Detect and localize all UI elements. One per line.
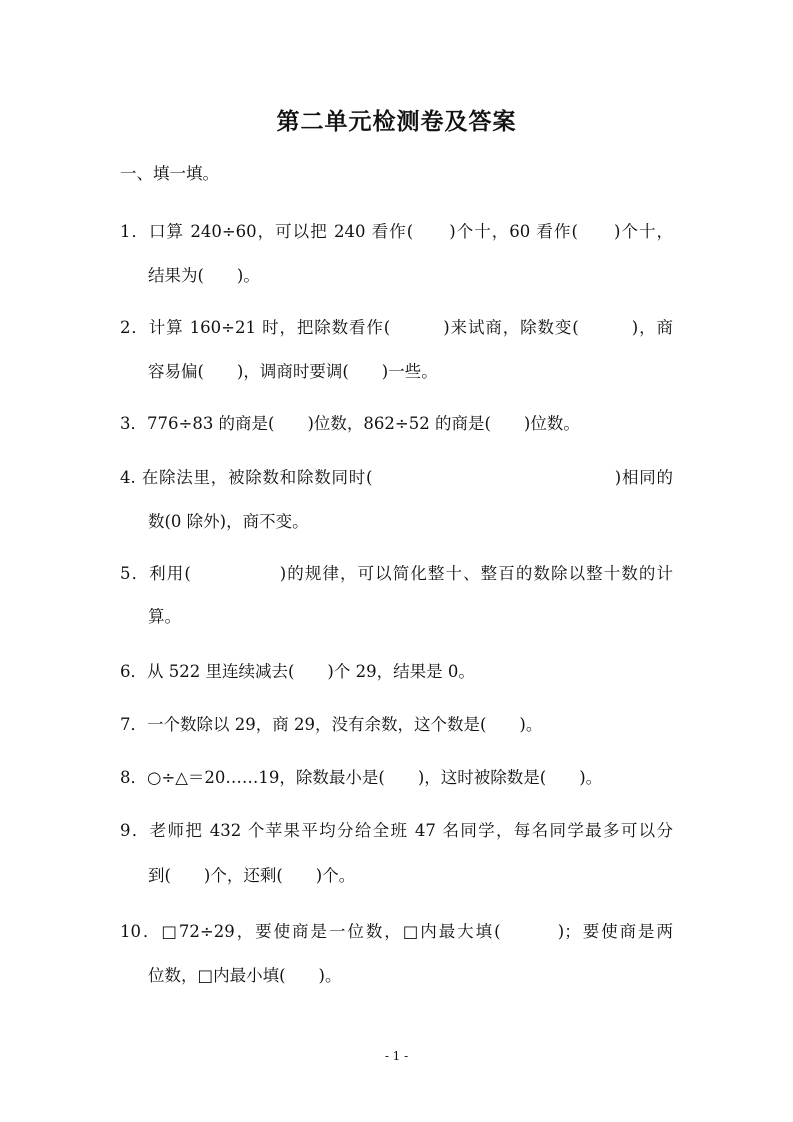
question-6-line-1: 6．从 522 里连续减去( )个 29，结果是 0。 xyxy=(120,662,475,681)
question-3-line-1: 3．776÷83 的商是( )位数，862÷52 的商是( )位数。 xyxy=(120,414,580,433)
question-9-line-1: 9．老师把 432 个苹果平均分给全班 47 名同学，每名同学最多可以分 xyxy=(120,821,673,840)
page-number: - 1 - xyxy=(384,1049,409,1063)
question-8-line-1: 8．○÷△＝20……19，除数最小是( )，这时被除数是( )。 xyxy=(120,768,603,787)
question-10-line-2: 位数，□内最小填( )。 xyxy=(148,966,342,985)
question-7-line-1: 7．一个数除以 29，商 29，没有余数，这个数是( )。 xyxy=(120,715,543,734)
question-5-line-2: 算。 xyxy=(148,607,181,626)
question-1-line-2: 结果为( )。 xyxy=(148,266,260,285)
page-title: 第二单元检测卷及答案 xyxy=(276,109,517,135)
question-2-line-2: 容易偏( )，调商时要调( )一些。 xyxy=(148,362,438,381)
question-4-line-2: 数(0 除外)，商不变。 xyxy=(148,512,309,531)
question-5-line-1: 5．利用( )的规律，可以简化整十、整百的数除以整十数的计 xyxy=(120,564,673,583)
question-4-line-1: 4. 在除法里，被除数和除数同时( )相同的 xyxy=(120,468,673,487)
question-9-line-2: 到( )个，还剩( )个。 xyxy=(148,866,356,885)
section-heading: 一、填一填。 xyxy=(120,164,219,183)
question-2-line-1: 2．计算 160÷21 时，把除数看作( )来试商，除数变( )，商 xyxy=(120,318,673,337)
question-1-line-1: 1．口算 240÷60，可以把 240 看作( )个十，60 看作( )个十， xyxy=(120,222,673,241)
question-10-line-1: 10．□72÷29，要使商是一位数，□内最大填( )；要使商是两 xyxy=(120,922,673,941)
